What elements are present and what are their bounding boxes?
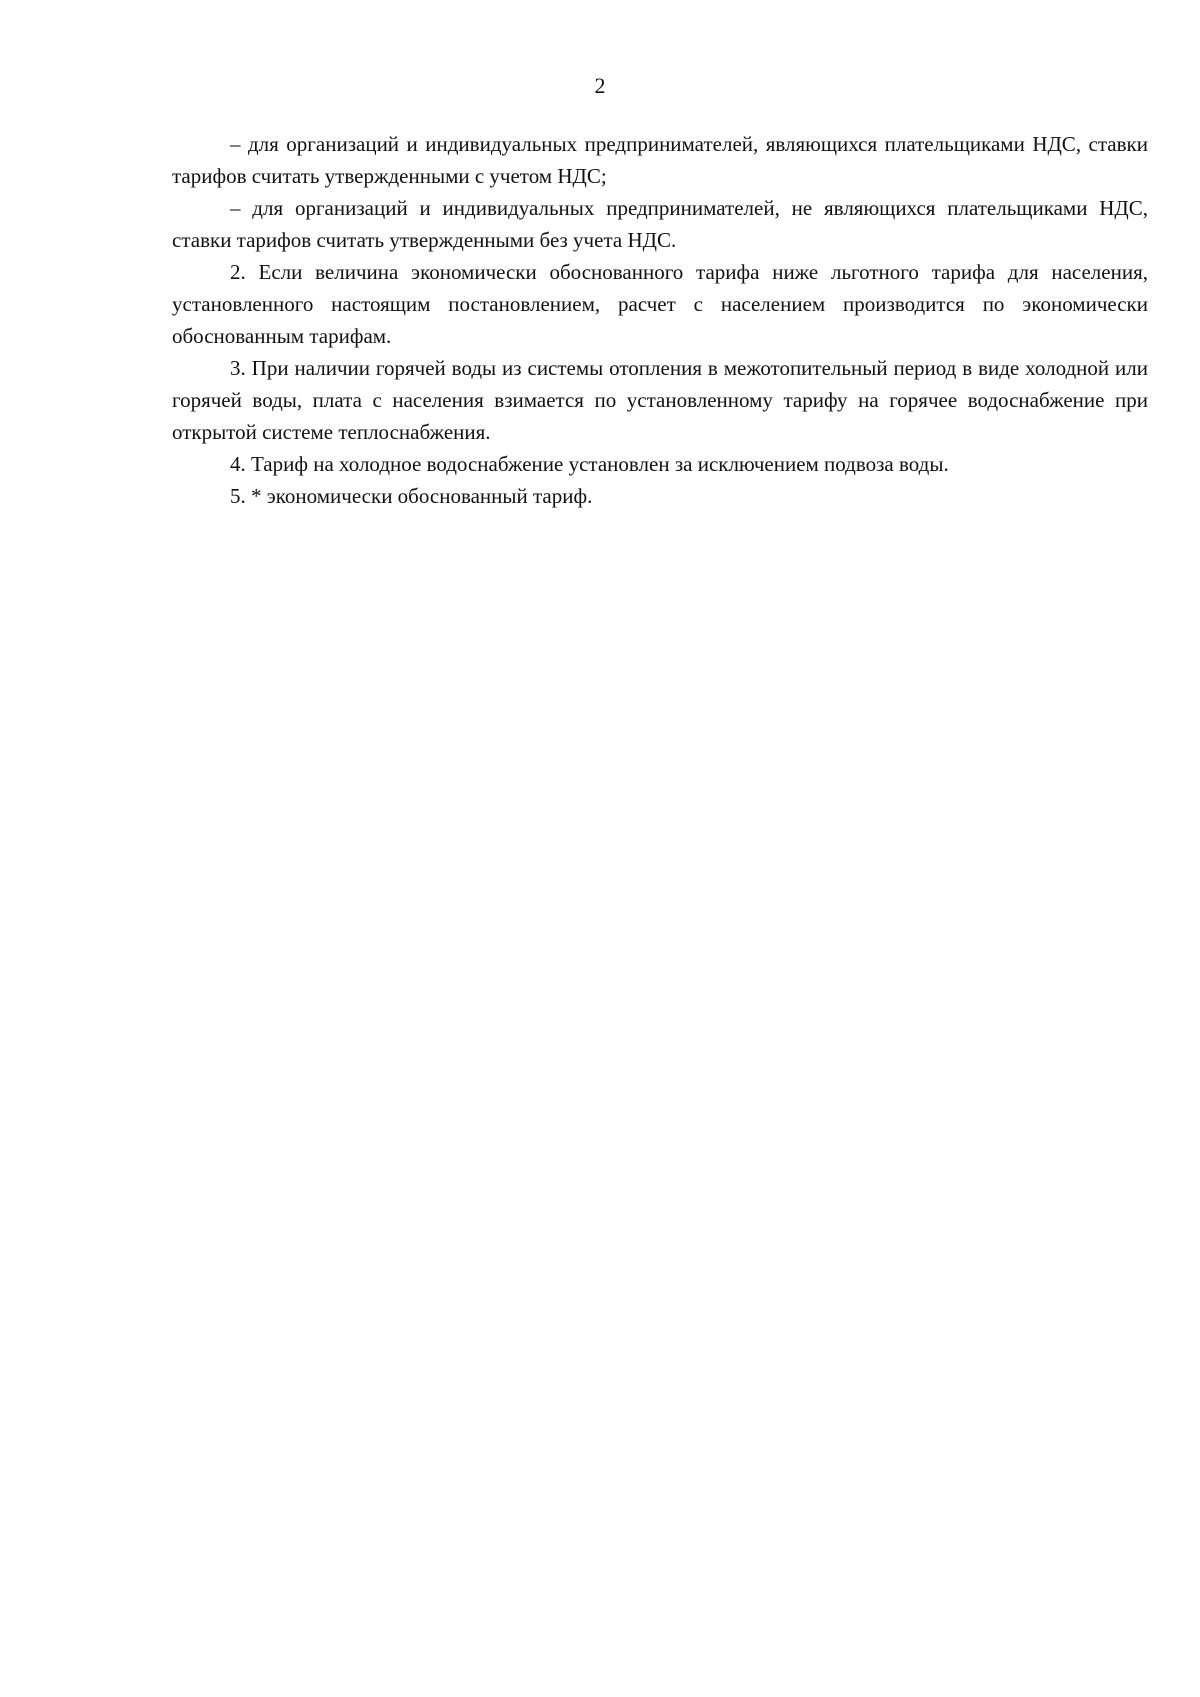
paragraph-non-vat-payers: – для организаций и индивидуальных предпринимателей, не являющихся плательщиками НДС, ставки тарифов считать утвержденными без учета НДС. [172,196,1148,252]
document-body [172,128,1148,512]
paragraph-item-3: 3. При наличии горячей воды из системы отопления в межотопительный период в виде холодной или горячей воды, плата с населения взимается по установленному тарифу на горячее водоснабжение при открытой системе теплоснабжения. [172,356,1148,444]
page-number: 2 [594,73,606,98]
paragraph-item-2: 2. Если величина экономически обоснованного тарифа ниже льготного тарифа для населения, установленного настоящим постановлением, расчет с населением производится по экономически обоснованным тарифам. [172,260,1148,348]
paragraph-item-5: 5. * экономически обоснованный тариф. [230,484,593,508]
paragraph-vat-payers: – для организаций и индивидуальных предпринимателей, являющихся плательщиками НДС, ставки тарифов считать утвержденными с учетом НДС; [172,132,1148,188]
paragraph-item-4: 4. Тариф на холодное водоснабжение установлен за исключением подвоза воды. [230,452,949,476]
